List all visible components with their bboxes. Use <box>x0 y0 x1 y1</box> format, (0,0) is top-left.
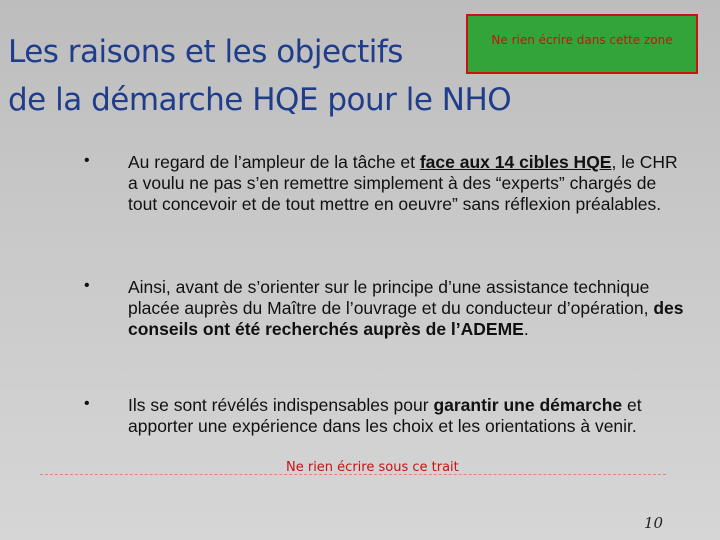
slide-title-line-1: Les raisons et les objectifs <box>8 34 403 70</box>
reserved-zone-label: Ne rien écrire dans cette zone <box>491 33 673 47</box>
bullet-text-2 <box>128 277 688 340</box>
bullet-3-text-part: Ils se sont révélés indispensables pour <box>128 395 434 415</box>
bullet-marker: • <box>84 277 90 294</box>
slide-title-line-2: de la démarche HQE pour le NHO <box>8 82 512 118</box>
bullet-2-text-part: Ainsi, avant de s’orienter sur le principe d’une assistance technique placée auprès du Maître de l’ouvrage et du conducteur d’opération, <box>128 277 654 318</box>
bottom-limit-label: Ne rien écrire sous ce trait <box>286 460 459 475</box>
reserved-zone-box <box>466 14 698 74</box>
bullet-marker: • <box>84 395 90 412</box>
bullet-1-text-end: , le CHR a voulu ne pas s’en remettre simplement à des “experts” chargés de tout concevoir et de tout mettre en oeuvre” sans réflexion préalables. <box>128 152 678 214</box>
bullet-2-bold-text: des conseils ont été recherchés auprès de l’ADEME <box>128 298 684 339</box>
bullet-2-text-end: . <box>523 319 529 339</box>
bullet-marker: • <box>84 152 90 169</box>
bullet-1-underlined-text: face aux 14 cibles HQE <box>419 152 612 172</box>
page-number: 10 <box>644 514 664 532</box>
bullet-3-bold-text: garantir une démarche <box>433 395 623 415</box>
bullet-1-text-part: Au regard de l’ampleur de la tâche et <box>128 152 420 172</box>
bullet-text-3 <box>128 395 688 437</box>
bullet-3-text-end: et apporter une expérience dans les choix et les orientations à venir. <box>128 395 642 436</box>
bullet-text-1 <box>128 152 688 215</box>
